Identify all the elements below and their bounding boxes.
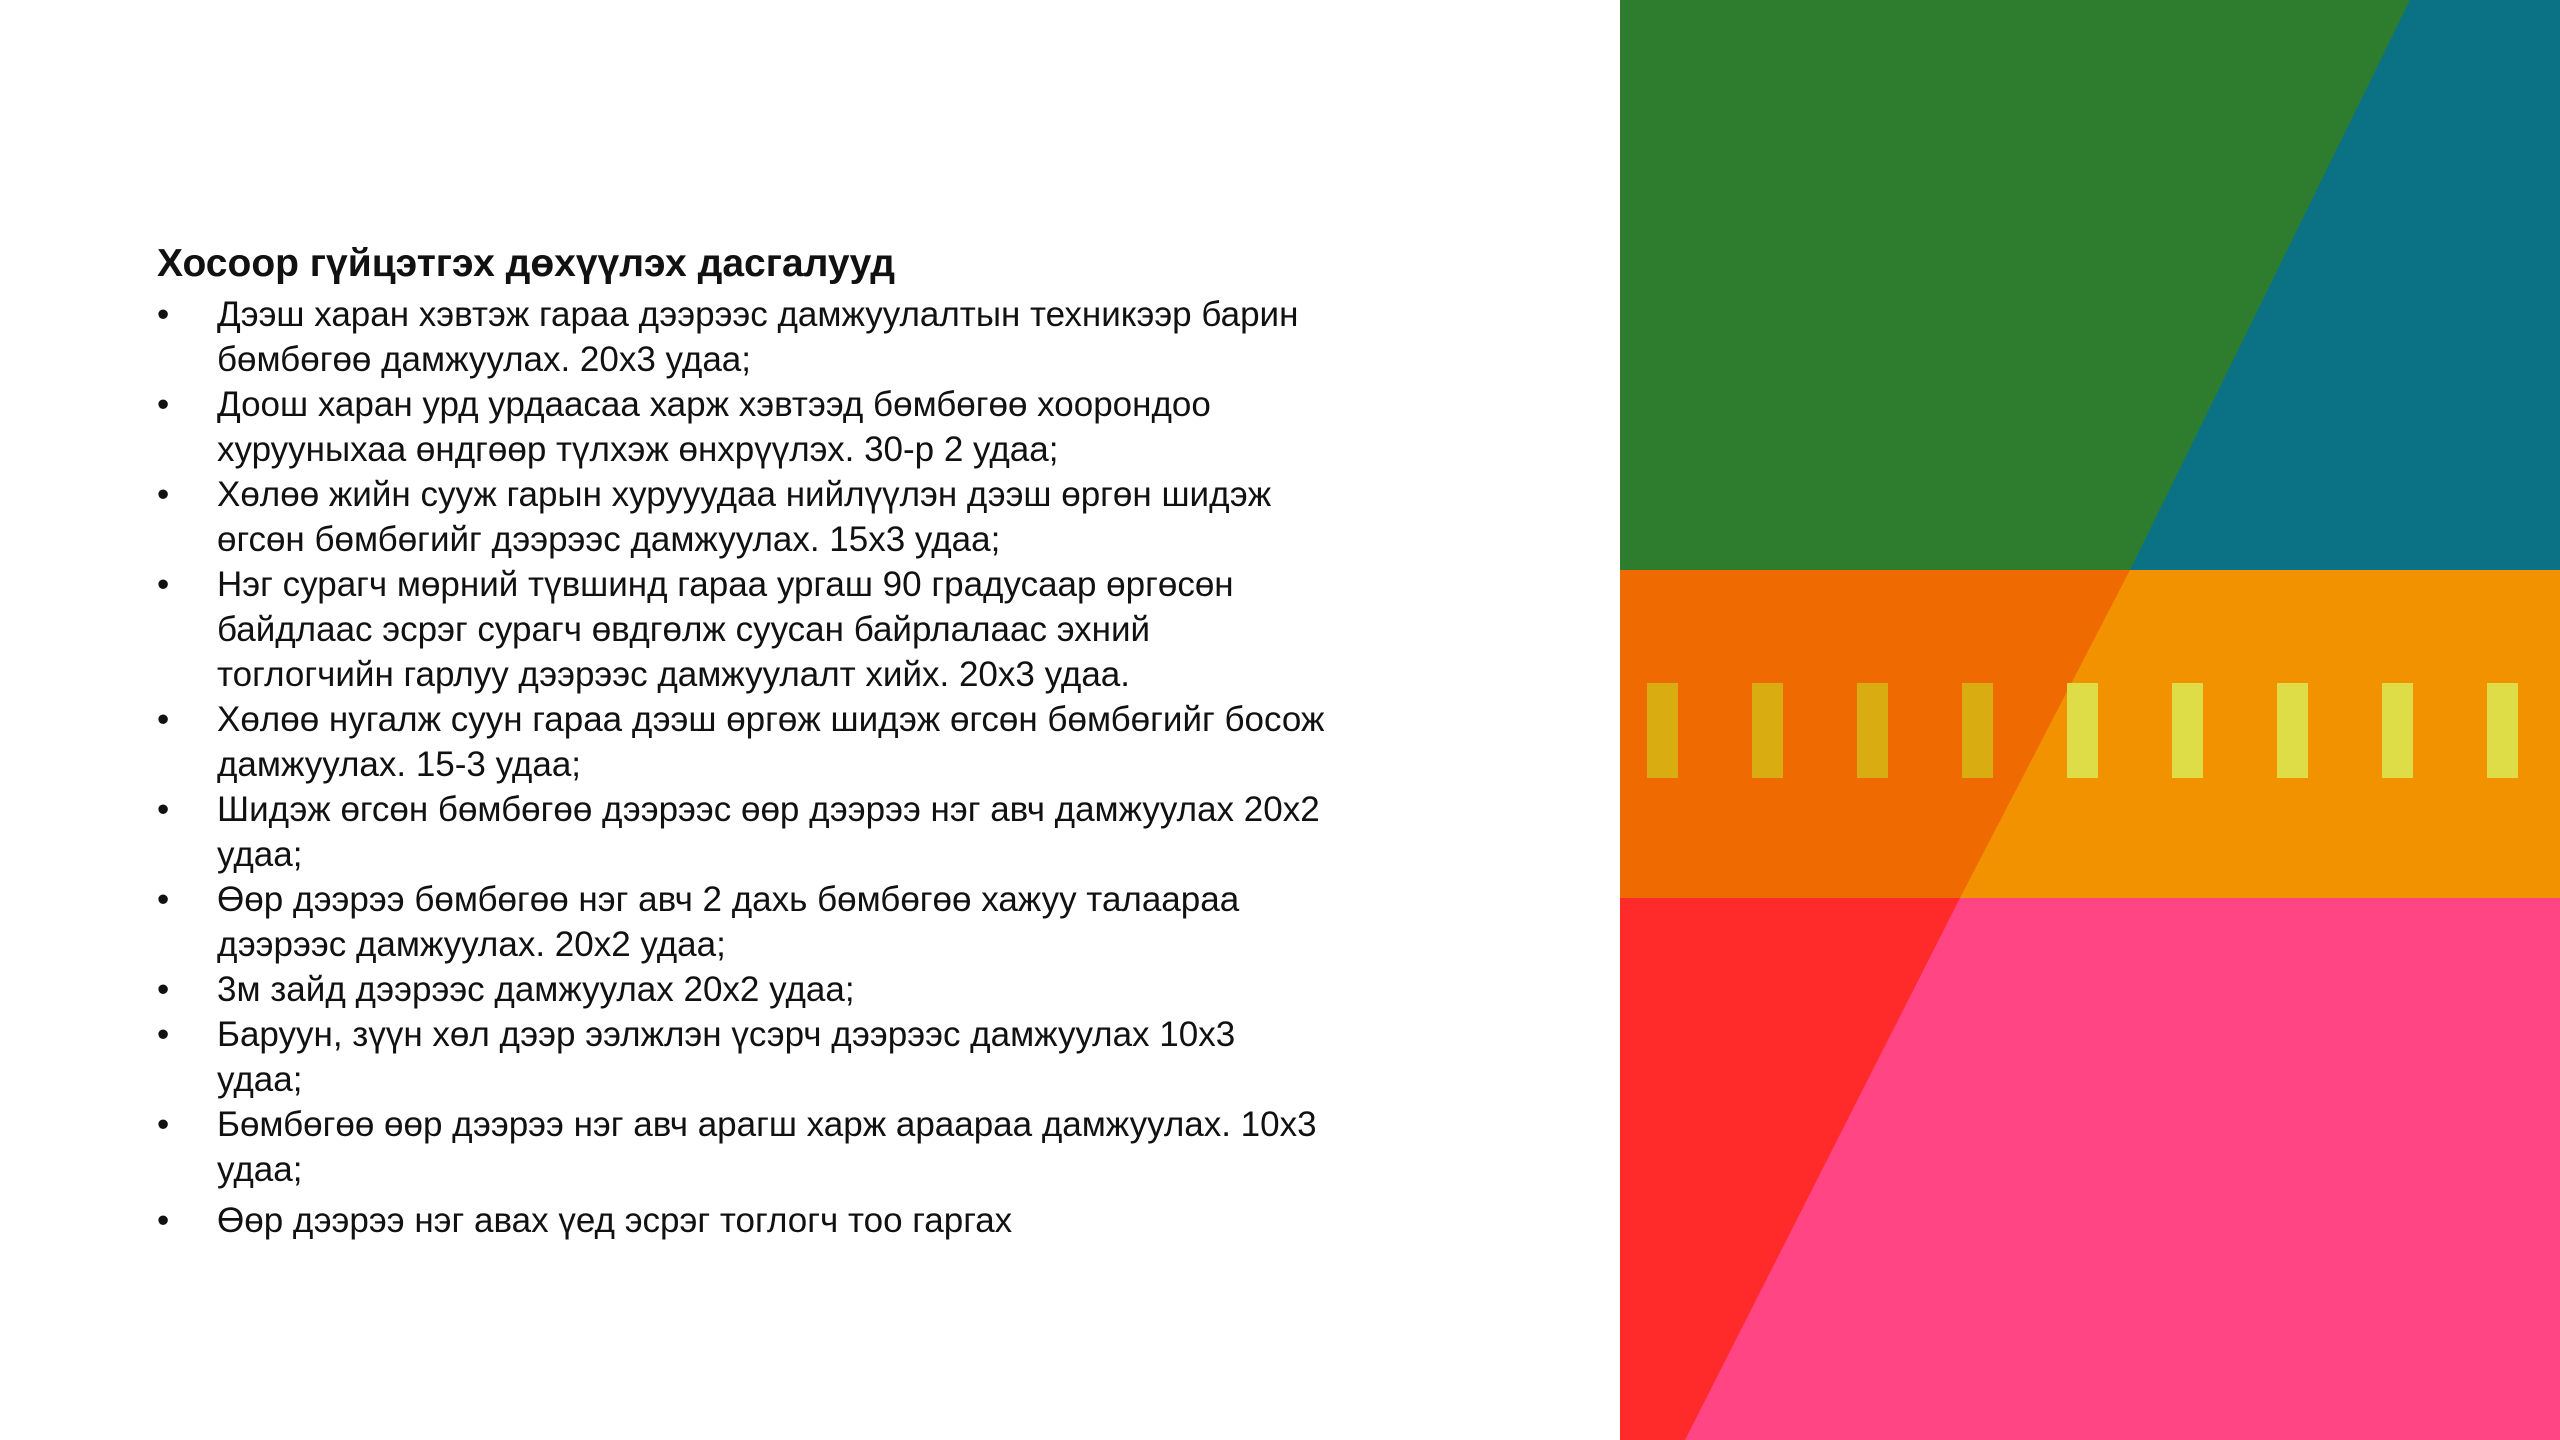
item-line: Бөмбөгөө өөр дээрээ нэг авч арагш харж араараа дамжуулах. 10х3	[217, 1105, 1317, 1144]
item-line: дээрээс дамжуулах. 20х2 удаа;	[217, 925, 726, 964]
item-line: Өөр дээрээ бөмбөгөө нэг авч 2 дахь бөмбөгөө хажуу талаараа	[217, 880, 1240, 919]
item-line: удаа;	[217, 1060, 303, 1099]
list-item	[157, 382, 1417, 472]
bullet-icon: •	[157, 1201, 170, 1240]
item-line: байдлаас эсрэг сурагч өвдгөлж суусан байрлалаас эхний	[217, 610, 1151, 649]
decorative-color-panel	[1620, 0, 2560, 1440]
item-line: хурууныхаа өндгөөр түлхэж өнхрүүлэх. 30-р 2 удаа;	[217, 430, 1059, 469]
bullet-icon: •	[157, 475, 170, 514]
item-line: Доош харан урд урдаасаа харж хэвтээд бөмбөгөө хоорондоо	[217, 385, 1211, 424]
item-line: 3м зайд дээрээс дамжуулах 20х2 удаа;	[217, 970, 855, 1009]
list-item	[157, 877, 1417, 967]
item-line: Өөр дээрээ нэг авах үед эсрэг тоглогч тоо гаргах	[217, 1201, 1013, 1240]
stripe-mark	[1647, 683, 1678, 778]
item-line: Шидэж өгсөн бөмбөгөө дээрээс өөр дээрээ нэг авч дамжуулах 20х2	[217, 790, 1320, 829]
stripe-mark	[1752, 683, 1783, 778]
stripe-mark	[1962, 683, 1993, 778]
bullet-icon: •	[157, 880, 170, 919]
item-line: Баруун, зүүн хөл дээр ээлжлэн үсэрч дээрээс дамжуулах 10х3	[217, 1015, 1236, 1054]
stripe-group	[1647, 683, 2518, 778]
bullet-icon: •	[157, 295, 170, 334]
item-line: удаа;	[217, 1150, 303, 1189]
item-line: удаа;	[217, 835, 303, 874]
stripe-mark	[2382, 683, 2413, 778]
slide-title: Хосоор гүйцэтгэх дөхүүлэх дасгалууд	[157, 242, 896, 285]
item-line: тоглогчийн гарлуу дээрээс дамжуулалт хийх. 20х3 удаа.	[217, 655, 1130, 694]
list-item	[157, 292, 1417, 382]
list-item	[157, 472, 1417, 562]
item-line: өгсөн бөмбөгийг дээрээс дамжуулах. 15х3 удаа;	[217, 520, 1001, 559]
bullet-icon: •	[157, 700, 170, 739]
stripe-mark	[2172, 683, 2203, 778]
list-item	[157, 562, 1417, 697]
list-item	[157, 697, 1417, 787]
bullet-icon: •	[157, 790, 170, 829]
bullet-icon: •	[157, 1105, 170, 1144]
list-item	[157, 1198, 1417, 1243]
stripe-mark	[1857, 683, 1888, 778]
item-line: бөмбөгөө дамжуулах. 20х3 удаа;	[217, 340, 751, 379]
item-line: Дээш харан хэвтэж гараа дээрээс дамжуулалтын техникээр барин	[217, 295, 1299, 334]
list-item	[157, 787, 1417, 877]
text-content	[157, 238, 1417, 1243]
stripe-mark	[2487, 683, 2518, 778]
list-item	[157, 1102, 1417, 1192]
item-line: Хөлөө нугалж суун гараа дээш өргөж шидэж өгсөн бөмбөгийг босож	[217, 700, 1325, 739]
exercise-list	[157, 292, 1417, 1243]
item-line: Хөлөө жийн сууж гарын хурууудаа нийлүүлэн дээш өргөн шидэж	[217, 475, 1272, 514]
item-line: Нэг сурагч мөрний түвшинд гараа ургаш 90 градусаар өргөсөн	[217, 565, 1234, 604]
stripe-mark	[2067, 683, 2098, 778]
item-line: дамжуулах. 15-3 удаа;	[217, 745, 582, 784]
stripe-mark	[2277, 683, 2308, 778]
bullet-icon: •	[157, 970, 170, 1009]
bullet-icon: •	[157, 1015, 170, 1054]
list-item	[157, 1012, 1417, 1102]
bullet-icon: •	[157, 385, 170, 424]
list-item	[157, 967, 1417, 1012]
bullet-icon: •	[157, 565, 170, 604]
